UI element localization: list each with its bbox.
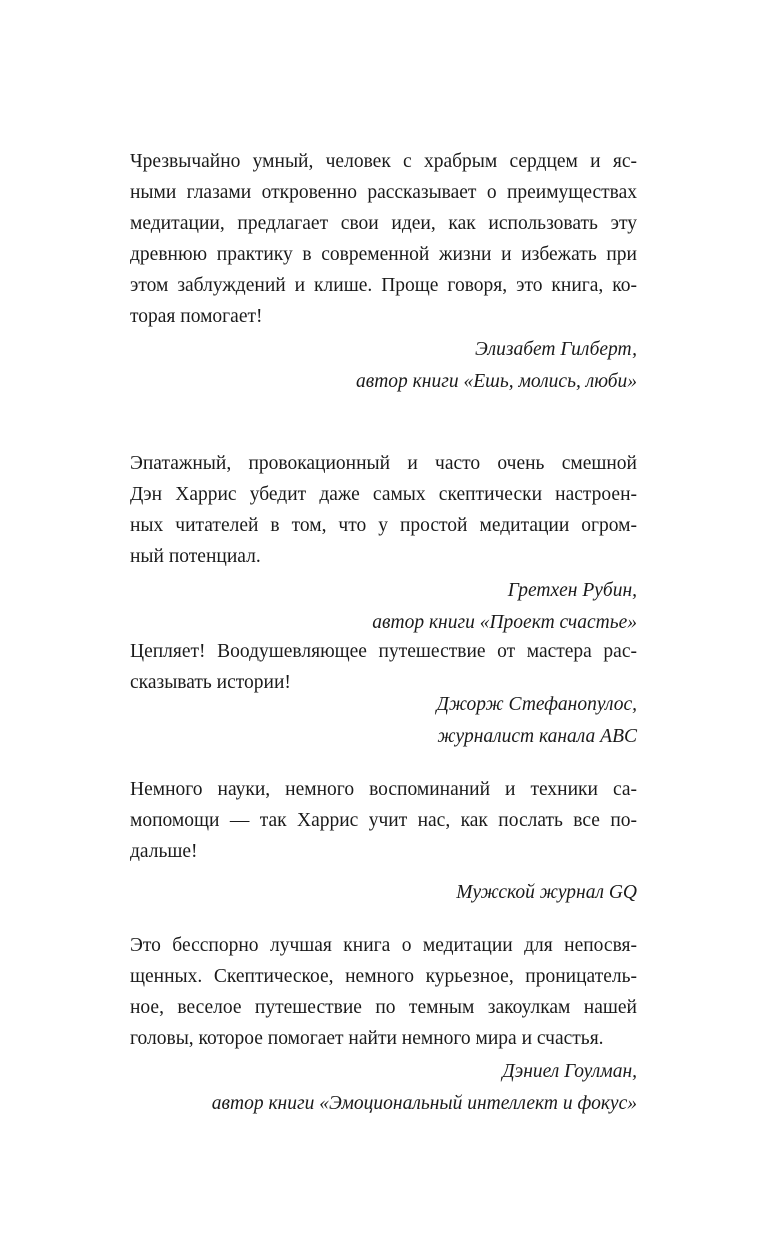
quote-block [130, 930, 637, 1119]
quote-line: ных читателей в том, что у простой медитации огром- [130, 515, 637, 536]
quote-line: дальше! [130, 841, 198, 862]
quote-line: Дэн Харрис убедит даже самых скептически настроен- [130, 484, 637, 505]
quote-source: журналист канала ABC [437, 725, 637, 747]
quote-line: торая помогает! [130, 306, 263, 327]
quote-author: Дэниел Гоулман, [502, 1061, 637, 1082]
quote-line: древнюю практику в современной жизни и избежать при [130, 244, 637, 265]
quote-block [130, 636, 637, 752]
quote-line: этом заблуждений и клише. Проще говоря, это книга, ко- [130, 275, 637, 296]
quote-block [130, 146, 637, 397]
quote-author: Гретхен Рубин, [507, 580, 637, 601]
quote-author: Мужской журнал GQ [456, 882, 637, 903]
quote-line: ный потенциал. [130, 546, 261, 567]
quote-author: Джорж Стефанопулос, [436, 694, 637, 715]
quote-line: Это бесспорно лучшая книга о медитации для непосвя- [130, 935, 637, 956]
quote-line: Немного науки, немного воспоминаний и техники са- [130, 779, 637, 800]
quote-line: щенных. Скептическое, немного курьезное, проницатель- [130, 966, 637, 987]
quote-source: автор книги «Ешь, молись, люби» [356, 370, 637, 392]
quote-source: автор книги «Проект счастье» [372, 611, 637, 633]
quote-block [130, 774, 637, 909]
quote-line: ное, веселое путешествие по темным закоулкам нашей [130, 997, 637, 1018]
quote-line: Эпатажный, провокационный и часто очень смешной [130, 453, 637, 474]
quote-block [130, 448, 637, 638]
quote-line: ными глазами откровенно рассказывает о преимуществах [130, 182, 637, 203]
quote-line: головы, которое помогает найти немного мира и счастья. [130, 1028, 604, 1049]
quote-line: Чрезвычайно умный, человек с храбрым сердцем и яс- [130, 151, 637, 172]
quote-line: медитации, предлагает свои идеи, как использовать эту [130, 213, 637, 234]
quote-source: автор книги «Эмоциональный интеллект и фокус» [211, 1092, 637, 1114]
quote-line: сказывать истории! [130, 672, 291, 693]
quote-line: Цепляет! Воодушевляющее путешествие от мастера рас- [130, 641, 637, 662]
quote-line: мопомощи — так Харрис учит нас, как послать все по- [130, 810, 637, 831]
quote-author: Элизабет Гилберт, [474, 339, 637, 360]
